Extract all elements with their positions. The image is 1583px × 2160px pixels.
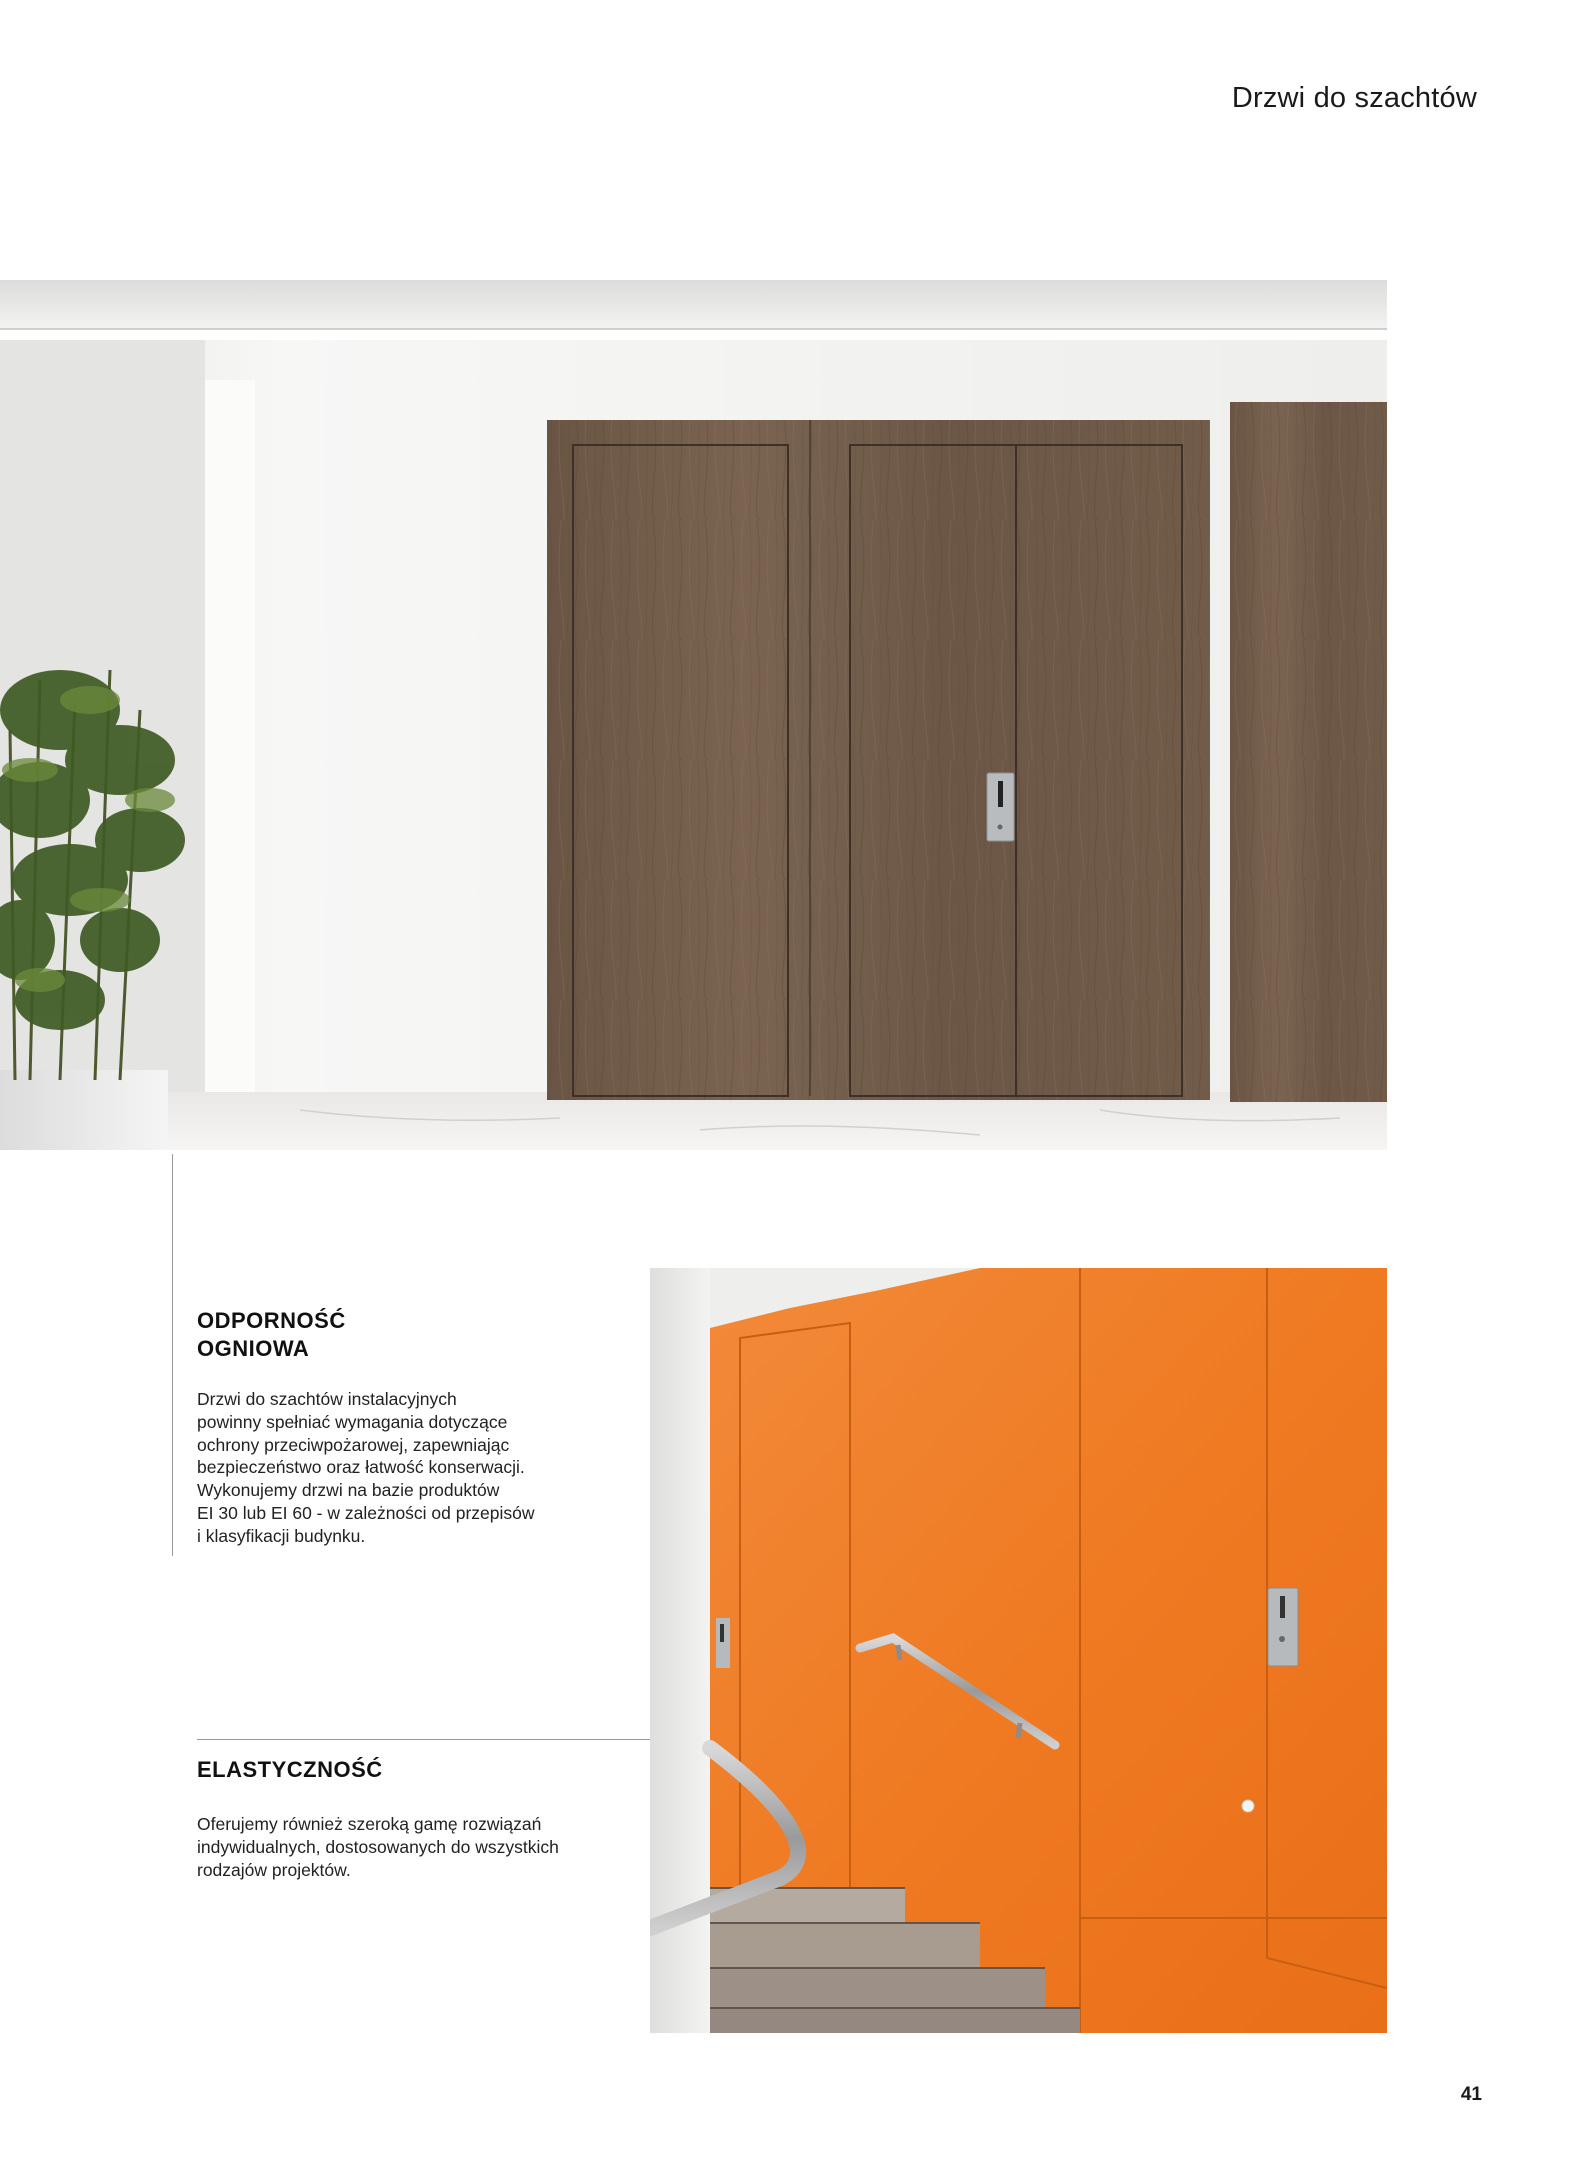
vertical-divider	[172, 1154, 173, 1556]
page-number: 41	[1460, 2084, 1482, 2105]
flexibility-text: Oferujemy również szeroką gamę rozwiązań indywidualnych, dostosowanych do wszystkich rodzajów projektów.	[197, 1814, 559, 1880]
doors-photo	[0, 280, 1387, 1150]
fire-resistance-text: Drzwi do szachtów instalacyjnych powinny spełniać wymagania dotyczące ochrony przeciwpożarowej, zapewniając bezpieczeństwo oraz łatwość konserwacji. Wykonujemy drzwi na bazie produktów EI 30 lub EI 60 - w zależności od przepisów i klasyfikacji budynku.	[197, 1389, 535, 1546]
horizontal-divider	[197, 1739, 650, 1740]
page-title: Drzwi do szachtów	[1231, 82, 1477, 114]
section-heading-fire-resistance: ODPORNOŚĆ OGNIOWA	[197, 1308, 346, 1361]
section-heading-flexibility: ELASTYCZNOŚĆ	[197, 1757, 383, 1782]
stairs-photo	[650, 1268, 1387, 2033]
